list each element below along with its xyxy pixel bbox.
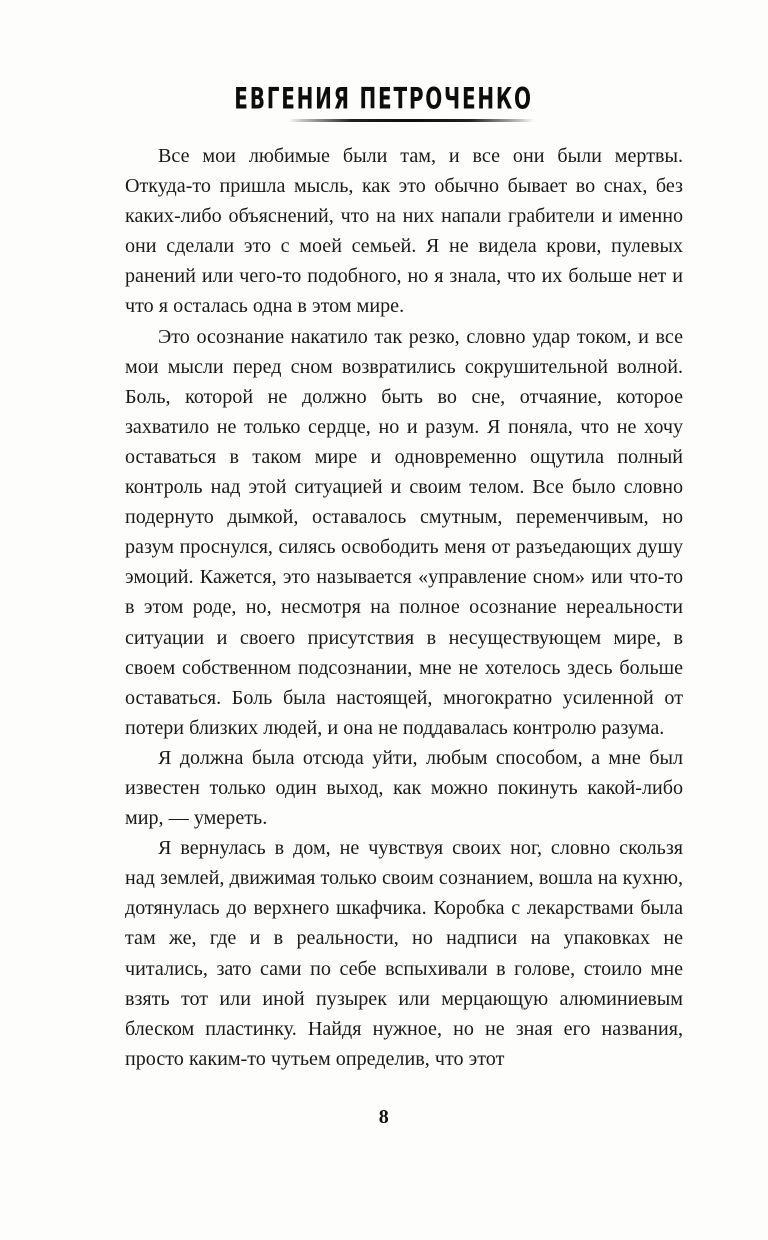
running-head-rule — [288, 119, 534, 122]
running-head — [0, 81, 768, 116]
paragraph: Это осознание накатило так резко, словно удар током, и все мои мысли перед сном возвратились сокрушительной волной. Боль, которой не должно быть во сне, отчаяние, которое захватило не только сердце, но и разум. Я поняла, что не хочу оставаться в таком мире и одновременно ощутила полный контроль над этой ситуацией и своим телом. Все было словно подернуто дымкой, оставалось смутным, переменчивым, но разум проснулся, силясь освободить меня от разъедающих душу эмоций. Кажется, это называется «управление сном» или что-то в этом роде, но, несмотря на полное осознание нереальности ситуации и своего присутствия в несуществующем мире, в своем собственном подсознании, мне не хотелось здесь больше оставаться. Боль была настоящей, многократно усиленной от потери близких людей, и она не поддавалась контролю разума. — [125, 325, 683, 739]
paragraph: Все мои любимые были там, и все они были мертвы. Откуда-то пришла мысль, как это обычно бывает во снах, без каких-либо объяснений, что на них напали грабители и именно они сделали это с моей семьей. Я не видела крови, пулевых ранений или чего-то подобного, но я знала, что их больше нет и что я осталась одна в этом мире. — [125, 145, 683, 318]
page-number: 8 — [378, 1106, 390, 1128]
body-text-block — [125, 141, 683, 1074]
paragraph: Я вернулась в дом, не чувствуя своих ног, словно скользя над землей, движимая только своим сознанием, вошла на кухню, дотянулась до верхнего шкафчика. Коробка с лекарствами была там же, где и в реальности, но надписи на упаковках не читались, зато сами по себе вспыхивали в голове, стоило мне взять тот или иной пузырек или мерцающую алюминиевым блеском пластинку. Найдя нужное, но не зная его названия, просто каким-то чутьем определив, что этот — [125, 837, 683, 1070]
running-head-author-name: ЕВГЕНИЯ ПЕТРОЧЕНКО — [234, 81, 534, 116]
paragraph: Я должна была отсюда уйти, любым способом, а мне был известен только один выход, как можно покинуть какой-либо мир, — умереть. — [125, 746, 683, 830]
